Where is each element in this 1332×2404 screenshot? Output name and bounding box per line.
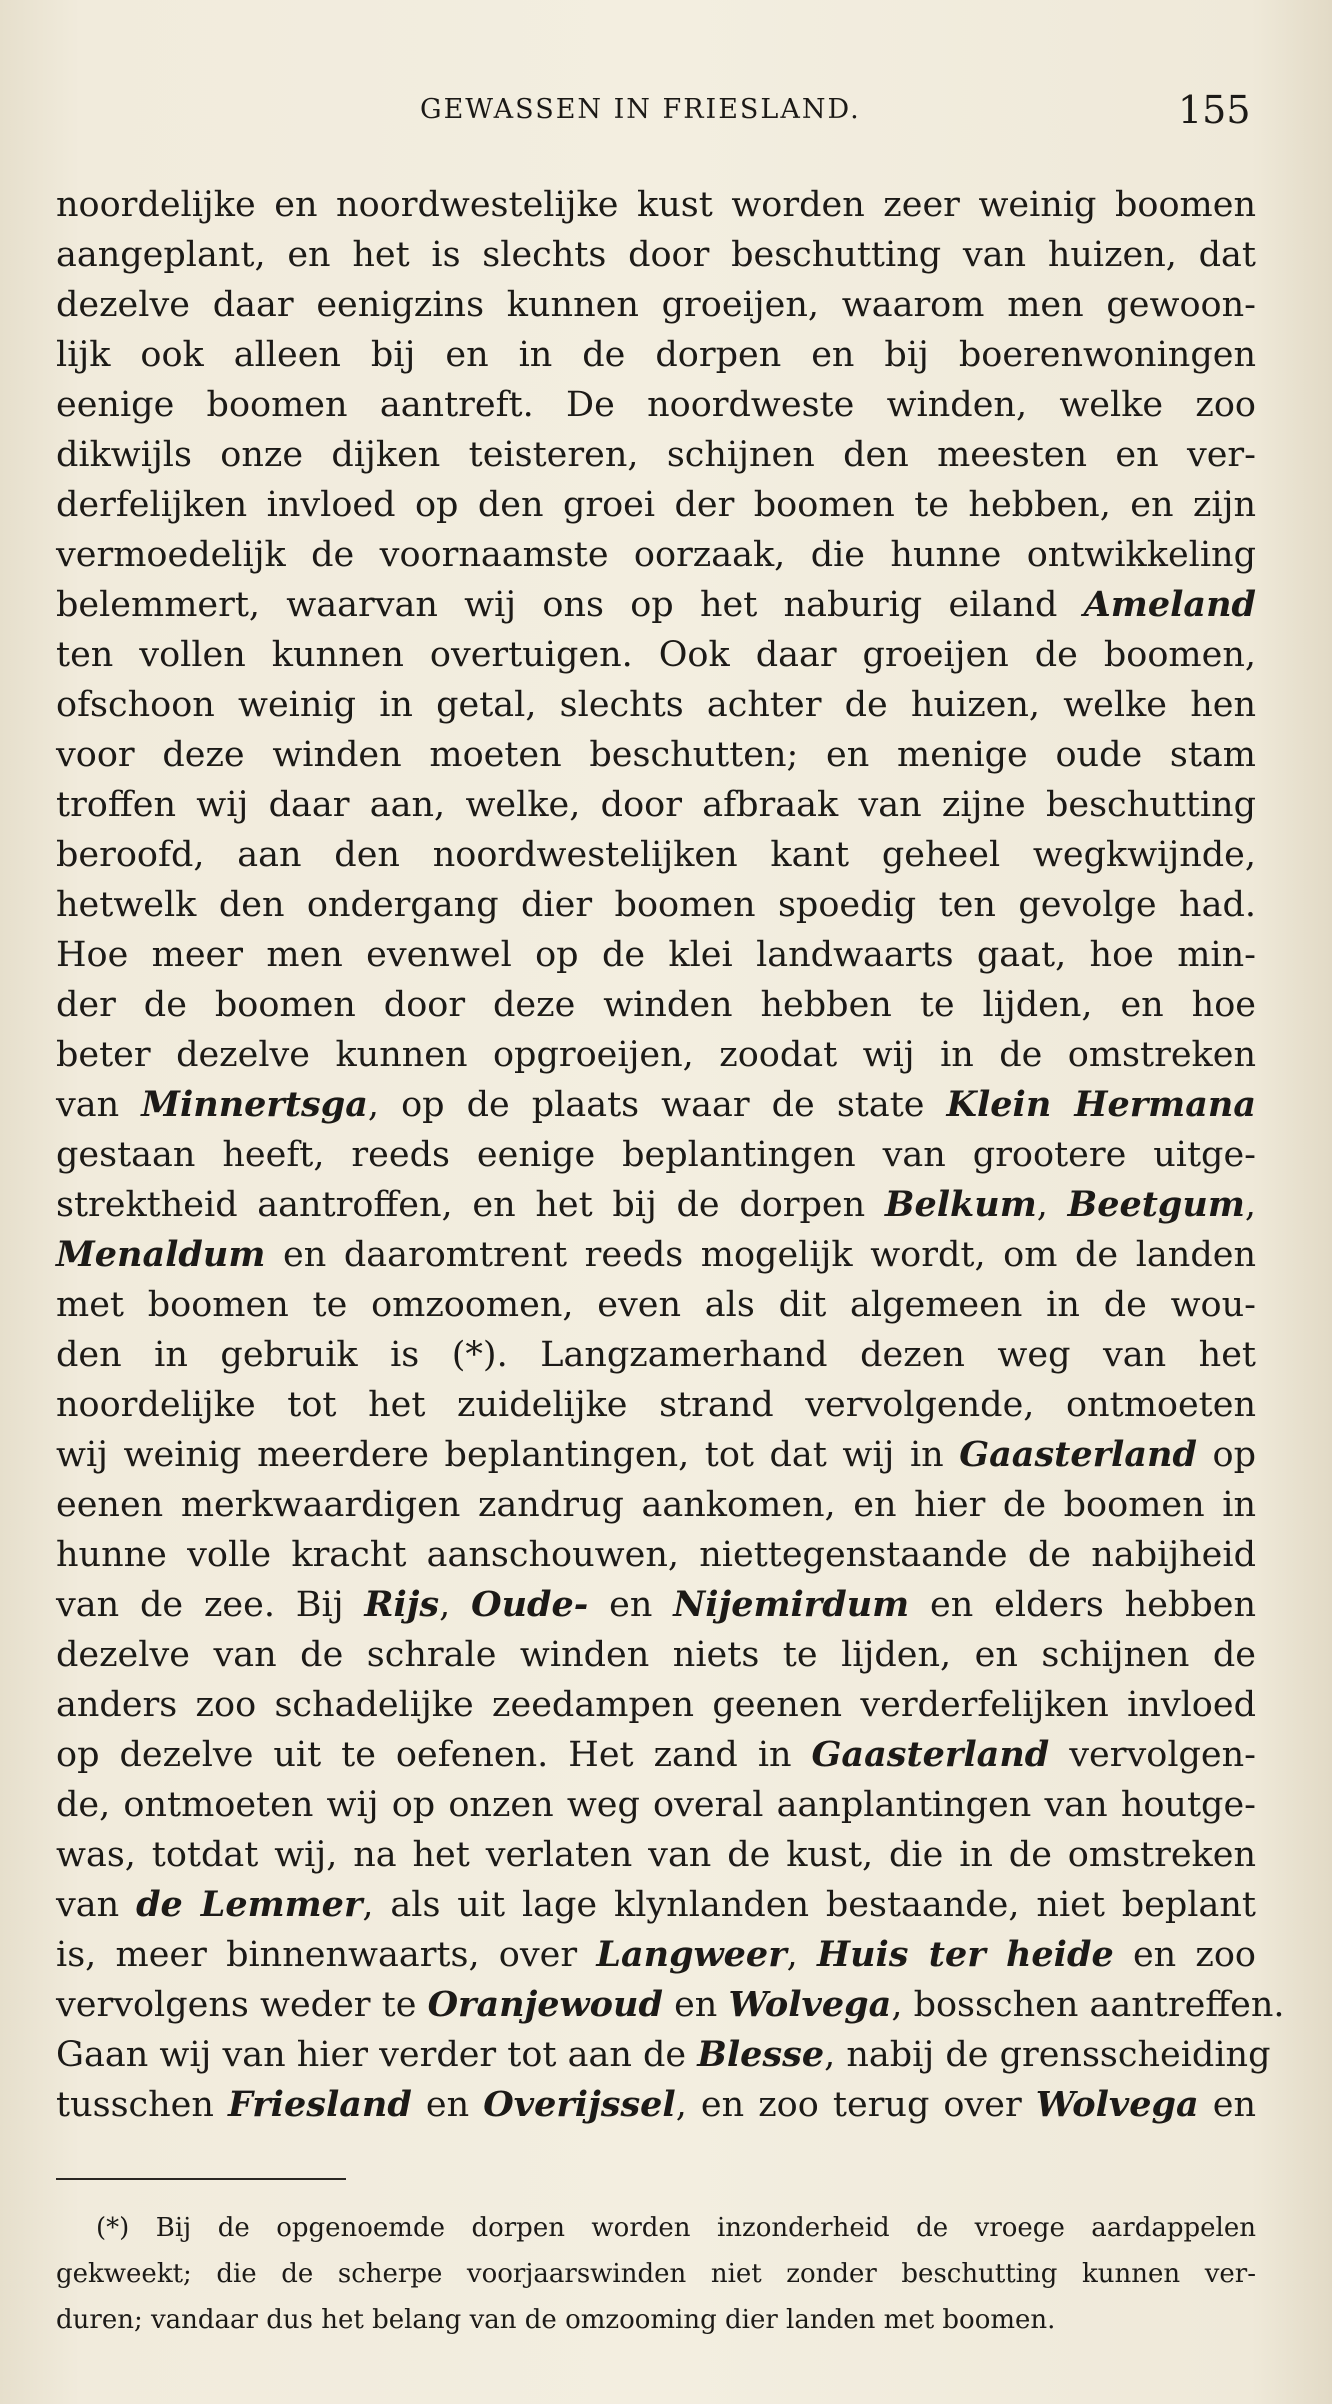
text-line [56, 380, 1256, 430]
text-run: vervolgens weder te [56, 1985, 428, 2025]
text-line [56, 580, 1256, 630]
text-line [56, 1530, 1256, 1580]
place-name: Wolvega [728, 1984, 892, 2025]
text-line [56, 1280, 1256, 1330]
text-run: en [411, 2085, 484, 2125]
text-line [56, 530, 1256, 580]
text-run: ten vollen kunnen overtuigen. Ook daar groeijen de boomen, [56, 635, 1256, 675]
text-run: , en zoo terug over [675, 2085, 1036, 2125]
text-run: dezelve daar eenigzins kunnen groeijen, waarom men gewoon- [56, 285, 1256, 325]
text-line [56, 480, 1256, 530]
text-run: dezelve van de schrale winden niets te lijden, en schijnen de [56, 1635, 1256, 1675]
place-name: de Lemmer [136, 1884, 363, 1925]
place-name: Wolvega [1035, 2084, 1199, 2125]
text-run: noordelijke tot het zuidelijke strand vervolgende, ontmoeten [56, 1385, 1256, 1425]
text-line [56, 330, 1256, 380]
text-run: was, totdat wij, na het verlaten van de kust, die in de omstreken [56, 1835, 1256, 1875]
place-name: Beetgum [1067, 1184, 1245, 1225]
place-name: Menaldum [56, 1234, 266, 1275]
text-run: op [1196, 1435, 1256, 1475]
place-name: Klein Hermana [946, 1084, 1256, 1125]
text-run: en elders hebben [909, 1585, 1256, 1625]
text-run: is, meer binnenwaarts, over [56, 1935, 597, 1975]
footnote-line: duren; vandaar dus het belang van de omzooming dier landen met boomen. [56, 2305, 1056, 2335]
text-run: hetwelk den ondergang dier boomen spoedig ten gevolge had. [56, 885, 1256, 925]
text-run: eenen merkwaardigen zandrug aankomen, en hier de boomen in [56, 1485, 1256, 1525]
place-name: Rijs [364, 1584, 440, 1625]
text-run: vervolgen- [1049, 1735, 1257, 1775]
place-name: Oude- [471, 1584, 589, 1625]
body-text [56, 180, 1285, 2130]
text-run: , bosschen aantreffen. [891, 1985, 1285, 2025]
text-run: , [786, 1935, 817, 1975]
text-line [56, 1630, 1256, 1680]
text-run: der de boomen door deze winden hebben te lijden, en hoe [56, 985, 1256, 1025]
text-run: en [1198, 2085, 1256, 2125]
text-run: Hoe meer men evenwel op de klei landwaarts gaat, hoe min- [56, 935, 1256, 975]
text-line [56, 830, 1256, 880]
text-run: derfelijken invloed op den groei der boomen te hebben, en zijn [56, 485, 1256, 525]
text-line [56, 1730, 1256, 1780]
text-run: van [56, 1885, 137, 1925]
place-name: Ameland [1083, 584, 1256, 625]
footnote-line: gekweekt; die de scherpe voorjaarswinden niet zonder beschutting kunnen ver- [56, 2259, 1256, 2289]
text-run: vermoedelijk de voornaamste oorzaak, die hunne ontwikkeling [56, 535, 1256, 575]
running-title: GEWASSEN IN FRIESLAND. [420, 94, 861, 125]
text-run: met boomen te omzoomen, even als dit algemeen in de wou- [56, 1285, 1256, 1325]
text-line [56, 980, 1256, 1030]
text-line [56, 1430, 1256, 1480]
text-run: anders zoo schadelijke zeedampen geenen verderfelijken invloed [56, 1685, 1256, 1725]
footnote-rule [56, 2178, 346, 2180]
text-line [56, 1680, 1256, 1730]
text-run: belemmert, waarvan wij ons op het naburig eiland [56, 585, 1084, 625]
place-name: Nijemirdum [673, 1584, 910, 1625]
text-line [56, 1030, 1256, 1080]
footnote [56, 2205, 1256, 2343]
text-run: voor deze winden moeten beschutten; en menige oude stam [56, 735, 1256, 775]
text-run: van [56, 1085, 142, 1125]
text-line [56, 1080, 1256, 1130]
text-line [56, 1180, 1256, 1230]
text-line [56, 630, 1256, 680]
text-run: strektheid aantroffen, en het bij de dorpen [56, 1185, 885, 1225]
text-line [56, 1930, 1256, 1980]
text-run: gestaan heeft, reeds eenige beplantingen van grootere uitge- [56, 1135, 1256, 1175]
text-run: troffen wij daar aan, welke, door afbraak van zijne beschutting [56, 785, 1256, 825]
text-run: beroofd, aan den noordwestelijken kant geheel wegkwijnde, [56, 835, 1256, 875]
text-run: noordelijke en noordwestelijke kust worden zeer weinig boomen [56, 185, 1256, 225]
text-run: de, ontmoeten wij op onzen weg overal aanplantingen van houtge- [56, 1785, 1256, 1825]
place-name: Friesland [228, 2084, 412, 2125]
text-line [56, 780, 1256, 830]
text-line [56, 1880, 1256, 1930]
text-line [56, 730, 1256, 780]
text-run: op dezelve uit te oefenen. Het zand in [56, 1735, 812, 1775]
text-run: en [662, 1985, 729, 2025]
place-name: Overijssel [483, 2084, 676, 2125]
text-run: , [439, 1585, 472, 1625]
text-line [56, 1230, 1256, 1280]
text-run: aangeplant, en het is slechts door beschutting van huizen, dat [56, 235, 1256, 275]
text-run: , [1036, 1185, 1068, 1225]
place-name: Gaasterland [959, 1434, 1197, 1475]
place-name: Oranjewoud [427, 1984, 663, 2025]
text-line [56, 1130, 1256, 1180]
text-line [56, 680, 1256, 730]
text-run: van de zee. Bij [56, 1585, 365, 1625]
place-name: Gaasterland [811, 1734, 1050, 1775]
text-run: , nabij de grensscheiding [824, 2035, 1271, 2075]
text-run: eenige boomen aantreft. De noordweste winden, welke zoo [56, 385, 1256, 425]
text-run: , [1244, 1185, 1256, 1225]
text-run: , als uit lage klynlanden bestaande, niet beplant [362, 1885, 1256, 1925]
text-line [56, 880, 1256, 930]
place-name: Blesse [697, 2034, 825, 2075]
text-line [56, 430, 1256, 480]
place-name: Belkum [884, 1184, 1037, 1225]
text-run: tusschen [56, 2085, 228, 2125]
place-name: Minnertsga [141, 1084, 368, 1125]
text-line [56, 930, 1256, 980]
text-line [56, 1330, 1256, 1380]
text-line [56, 2030, 1271, 2080]
text-run: en zoo [1113, 1935, 1257, 1975]
text-line [56, 1980, 1285, 2030]
text-run: hunne volle kracht aanschouwen, niettegenstaande de nabijheid [56, 1535, 1256, 1575]
text-run: beter dezelve kunnen opgroeijen, zoodat wij in de omstreken [56, 1035, 1256, 1075]
text-line [56, 1480, 1256, 1530]
text-run: den in gebruik is (*). Langzamerhand dezen weg van het [56, 1335, 1256, 1375]
text-run: ofschoon weinig in getal, slechts achter de huizen, welke hen [56, 685, 1256, 725]
text-run: , op de plaats waar de state [367, 1085, 947, 1125]
page-number: 155 [1178, 88, 1251, 132]
place-name: Langweer [596, 1934, 787, 1975]
text-run: en [588, 1585, 674, 1625]
text-line [56, 230, 1256, 280]
text-line [56, 2080, 1256, 2130]
text-line [56, 180, 1256, 230]
place-name: Huis ter heide [817, 1934, 1114, 1975]
text-run: lijk ook alleen bij en in de dorpen en bij boerenwoningen [56, 335, 1256, 375]
text-run: en daaromtrent reeds mogelijk wordt, om de landen [265, 1235, 1256, 1275]
text-line [56, 1830, 1256, 1880]
text-run: wij weinig meerdere beplantingen, tot dat wij in [56, 1435, 960, 1475]
text-line [56, 1380, 1256, 1430]
text-line [56, 280, 1256, 330]
text-run: Gaan wij van hier verder tot aan de [56, 2035, 698, 2075]
page-header [0, 88, 1332, 138]
footnote-line: (*) Bij de opgenoemde dorpen worden inzonderheid de vroege aardappelen [96, 2213, 1256, 2243]
text-run: dikwijls onze dijken teisteren, schijnen den meesten en ver- [56, 435, 1256, 475]
text-line [56, 1780, 1256, 1830]
text-line [56, 1580, 1256, 1630]
